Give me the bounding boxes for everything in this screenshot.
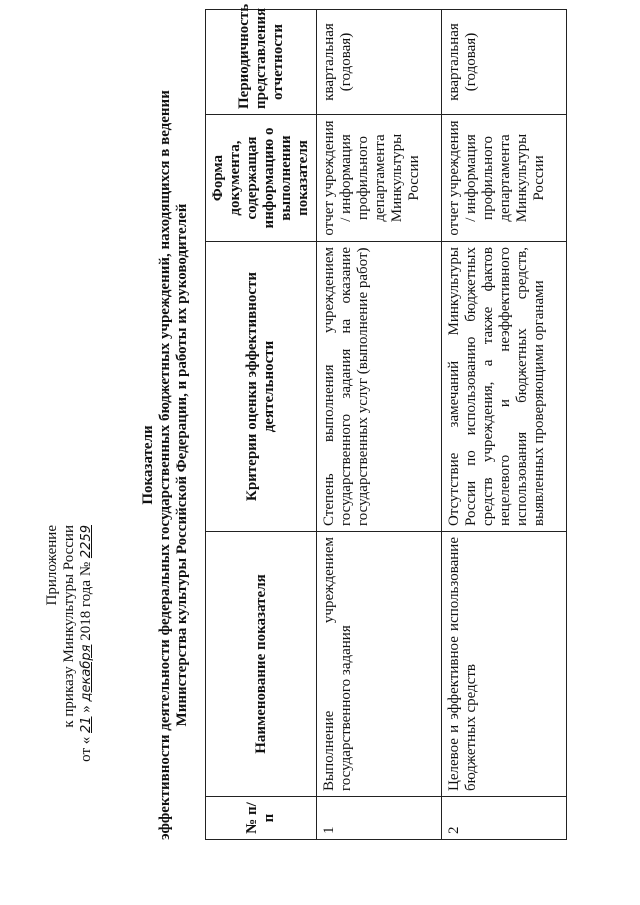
table-header-row: [206, 10, 317, 840]
header-form: Форма документа, содержащая информацию о выполнении показателя: [206, 115, 317, 242]
header-number: № п/п: [206, 797, 317, 840]
row-number: 2: [442, 797, 567, 840]
row-form: отчет учреждения / информация профильного департамента Минкультуры России: [442, 115, 567, 242]
order-number: 2259: [79, 525, 94, 559]
title-line-2: эффективности деятельности федеральных государственных бюджетных учреждений, находящихся в ведении: [157, 90, 173, 840]
row-period: квартальная (годовая): [442, 10, 567, 115]
appendix-order-ref: к приказу Минкультуры России: [61, 525, 77, 728]
title-line-3: Министерства культуры Российской Федерации, и работы их руководителей: [174, 203, 190, 727]
row-form: отчет учреждения / информация профильного департамента Минкультуры России: [317, 115, 442, 242]
row-criteria: Отсутствие замечаний Минкультуры России по использованию бюджетных средств учреждения, а также фактов нецелевого и неэффективного использования бюджетных средств, выявленных проверяющими органами: [442, 242, 567, 532]
header-name: Наименование показателя: [206, 532, 317, 797]
date-year: 2018 года №: [78, 561, 94, 641]
document-title: [140, 85, 191, 845]
header-criteria: Критерии оценки эффективности деятельности: [206, 242, 317, 532]
title-line-1: Показатели: [140, 425, 156, 505]
row-period: квартальная (годовая): [317, 10, 442, 115]
appendix-date-line: [78, 525, 95, 762]
date-day: 21: [79, 716, 94, 733]
date-month: декабря: [79, 644, 94, 702]
row-indicator-name: Выполнение учреждением государственного задания: [317, 532, 442, 797]
row-indicator-name: Целевое и эффективное использование бюджетных средств: [442, 532, 567, 797]
row-criteria: Степень выполнения учреждением государственного задания на оказание государственных услуг (выполнение работ): [317, 242, 442, 532]
table-row: [442, 10, 567, 840]
appendix-title: Приложение: [44, 525, 60, 606]
date-mid: »: [78, 705, 94, 713]
indicators-table: [205, 3, 567, 840]
row-number: 1: [317, 797, 442, 840]
date-prefix: от «: [78, 736, 94, 762]
appendix-block: [44, 525, 95, 762]
table-row: [317, 10, 442, 840]
header-period: Периодичность представления отчетности: [206, 10, 317, 115]
